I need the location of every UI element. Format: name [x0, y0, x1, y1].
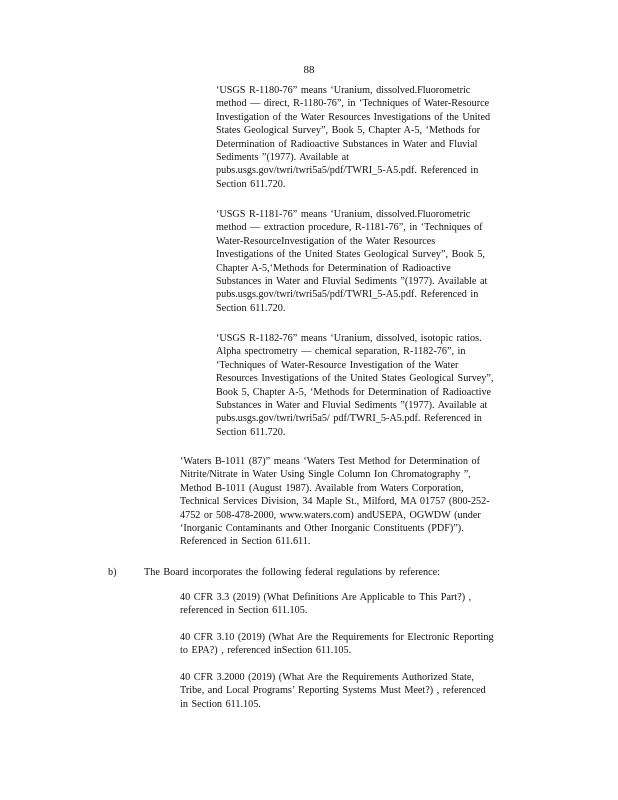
definition-line: Section 611.720. — [216, 178, 286, 190]
definition-line: Investigation of the Water Resources Investigations of the United — [216, 111, 491, 123]
regulation-line: in Section 611.105. — [180, 698, 261, 710]
item-b-text: The Board incorporates the following federal regulations by reference: — [144, 567, 440, 578]
definition-line: method — direct, R-1180-76”, in ‘Techniques of Water-Resource — [216, 98, 490, 110]
definition-line: ‘USGS R-1181-76” means ‘Uranium, dissolved.Fluorometric — [216, 209, 471, 220]
definition-line: ‘Waters B-1011 (87)” means ‘Waters Test Method for Determination of — [180, 456, 481, 467]
definition-line: Water-ResourceInvestigation of the Water Resources — [216, 235, 436, 247]
page-number: 88 — [303, 64, 315, 76]
definition-line: pubs.usgs.gov/twri/twri5a5/pdf/TWRI_5-A5.pdf. Referenced in — [216, 289, 479, 301]
regulation-40-cfr-3-2000 — [180, 671, 534, 711]
regulation-line: 40 CFR 3.10 (2019) (What Are the Requirements for Electronic Reporting — [180, 632, 494, 643]
definition-usgs-r-1180-76 — [216, 84, 534, 191]
definition-line: Nitrite/Nitrate in Water Using Single Column Ion Chromatography ”, — [180, 469, 471, 481]
definition-line: Chapter A-5,‘Methods for Determination of Radioactive — [216, 262, 451, 274]
definition-line: Section 611.720. — [216, 302, 286, 314]
definition-usgs-r-1181-76 — [216, 208, 534, 315]
definition-line: Section 611.720. — [216, 426, 286, 438]
definition-line: method — extraction procedure, R-1181-76”, in ‘Techniques of — [216, 222, 483, 234]
definition-line: Sediments ”(1977). Available at — [216, 152, 349, 164]
definition-line: ‘USGS R-1182-76” means ‘Uranium, dissolved, isotopic ratios. — [216, 333, 482, 344]
definition-line: ‘Techniques of Water-Resource Investigation of the Water — [216, 359, 459, 371]
definition-line: Method B-1011 (August 1987). Available from Waters Corporation, — [180, 482, 464, 494]
definition-line: ‘Inorganic Contaminants and Other Inorganic Constituents (PDF)”). — [180, 523, 464, 535]
definition-line: States Geological Survey”, Book 5, Chapter A-5, ‘Methods for — [216, 125, 481, 137]
regulation-40-cfr-3-10 — [180, 631, 534, 658]
regulation-line: referenced in Section 611.105. — [180, 605, 308, 617]
definition-line: Determination of Radioactive Substances in Water and Fluvial — [216, 138, 478, 150]
definition-line: pubs.usgs.gov/twri/twri5a5/pdf/TWRI_5-A5.pdf. Referenced in — [216, 165, 479, 177]
regulation-line: to EPA?) , referenced inSection 611.105. — [180, 645, 352, 657]
definition-line: Book 5, Chapter A-5, ‘Methods for Determination of Radioactive — [216, 386, 492, 398]
regulation-40-cfr-3-3 — [180, 591, 534, 618]
definition-line: Alpha spectrometry — chemical separation, R-1182-76”, in — [216, 346, 466, 358]
definition-line: Resources Investigations of the United States Geological Survey”, — [216, 373, 494, 385]
item-b-label: b) — [108, 567, 117, 578]
regulation-line: 40 CFR 3.2000 (2019) (What Are the Requirements Authorized State, — [180, 672, 474, 683]
definition-usgs-r-1182-76 — [216, 332, 534, 439]
definition-line: 4752 or 508-478-2000, www.waters.com) andUSEPA, OGWDW (under — [180, 509, 481, 521]
definition-line: Investigations of the United States Geological Survey”, Book 5, — [216, 249, 485, 261]
regulation-line: Tribe, and Local Programs’ Reporting Systems Must Meet?) , referenced — [180, 685, 486, 697]
definition-line: Substances in Water and Fluvial Sediments ”(1977). Available at — [216, 276, 488, 288]
regulation-line: 40 CFR 3.3 (2019) (What Definitions Are Applicable to This Part?) , — [180, 592, 472, 603]
definition-line: pubs.usgs.gov/twri/twri5a5/ pdf/TWRI_5-A5.pdf. Referenced in — [216, 413, 482, 425]
definition-line: Referenced in Section 611.611. — [180, 536, 311, 548]
definition-line: Substances in Water and Fluvial Sediments ”(1977). Available at — [216, 400, 488, 412]
definition-line: Technical Services Division, 34 Maple St., Milford, MA 01757 (800-252- — [180, 496, 490, 508]
definition-line: ‘USGS R-1180-76” means ‘Uranium, dissolved.Fluorometric — [216, 85, 471, 96]
definition-waters-b-1011 — [180, 455, 534, 549]
